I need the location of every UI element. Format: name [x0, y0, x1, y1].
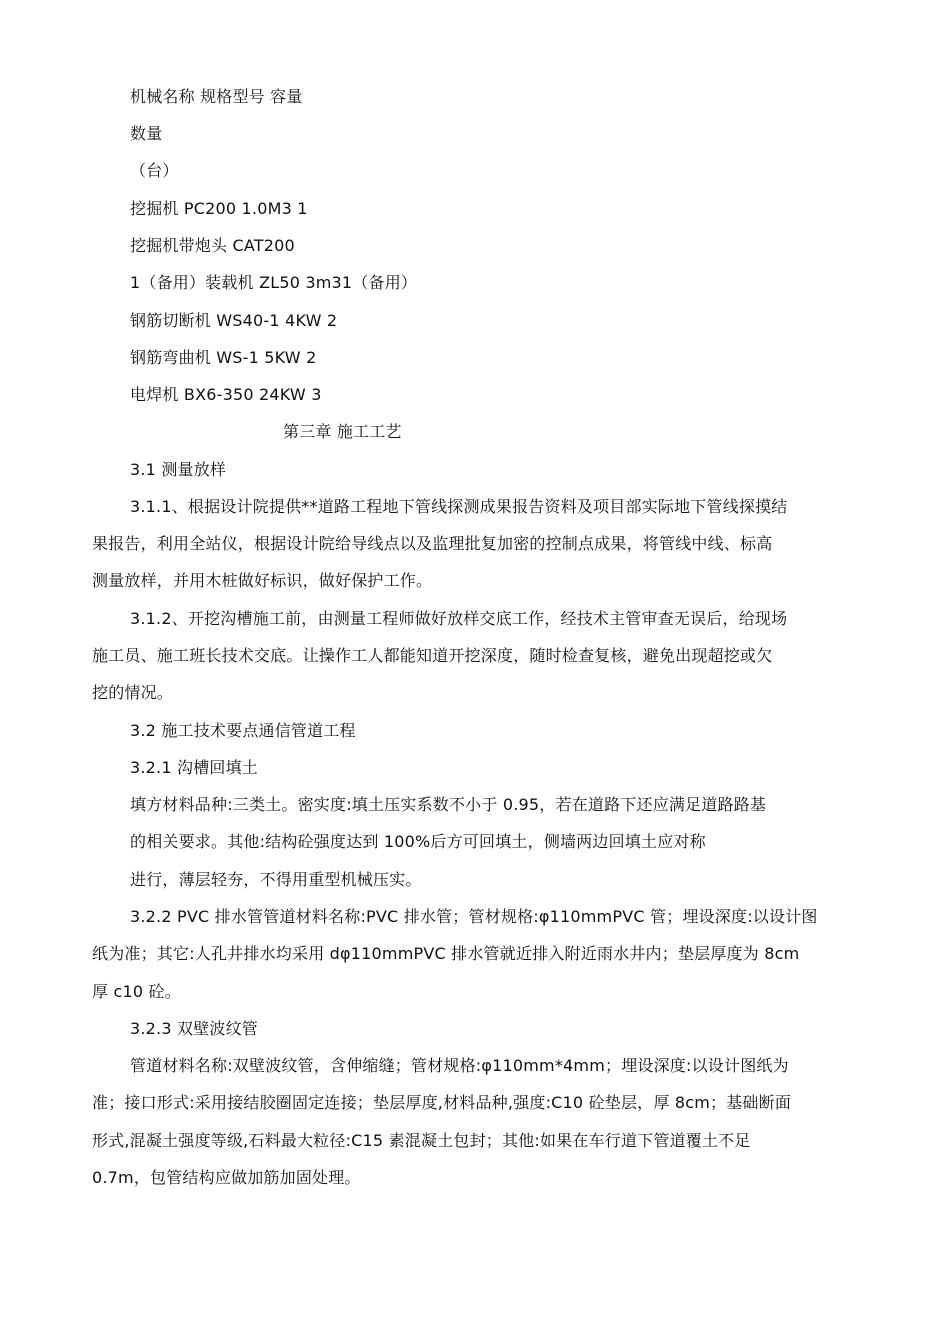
paragraph-3-2-3-line: 0.7m，包管结构应做加筋加固处理。	[92, 1168, 361, 1187]
equipment-row: 钢筋弯曲机 WS-1 5KW 2	[130, 348, 317, 367]
section-heading-3-2: 3.2 施工技术要点通信管道工程	[130, 721, 356, 740]
equipment-row: 电焊机 BX6-350 24KW 3	[130, 385, 322, 404]
paragraph-3-2-1-line: 填方材料品种:三类土。密实度:填土压实系数不小于 0.95，若在道路下还应满足道路路基	[130, 795, 767, 814]
equipment-header-line2: 数量	[130, 124, 163, 143]
paragraph-3-2-1-line: 的相关要求。其他:结构砼强度达到 100%后方可回填土，侧墙两边回填土应对称	[130, 832, 706, 851]
equipment-row: 挖掘机 PC200 1.0M3 1	[130, 199, 308, 218]
paragraph-3-2-2-line: 纸为准；其它:人孔井排水均采用 dφ110mmPVC 排水管就近排入附近雨水井内；垫层厚度为 8cm	[92, 944, 800, 963]
paragraph-3-1-1-line: 3.1.1、根据设计院提供**道路工程地下管线探测成果报告资料及项目部实际地下管线探摸结	[130, 497, 788, 516]
paragraph-3-1-2-line: 3.1.2、开挖沟槽施工前，由测量工程师做好放样交底工作，经技术主管审查无误后，给现场	[130, 609, 788, 628]
subsection-heading-3-2-3: 3.2.3 双壁波纹管	[130, 1019, 258, 1038]
chapter-title: 第三章 施工工艺	[283, 422, 402, 441]
paragraph-3-2-2-line: 3.2.2 PVC 排水管管道材料名称:PVC 排水管；管材规格:φ110mmPVC 管；埋设深度:以设计图	[130, 907, 818, 926]
equipment-row: 1（备用）装载机 ZL50 3m31（备用）	[130, 273, 418, 292]
equipment-row: 挖掘机带炮头 CAT200	[130, 236, 295, 255]
paragraph-3-1-1-line: 测量放样，并用木桩做好标识，做好保护工作。	[92, 571, 433, 590]
paragraph-3-1-2-line: 挖的情况。	[92, 683, 174, 702]
paragraph-3-1-2-line: 施工员、施工班长技术交底。让操作工人都能知道开挖深度，随时检查复核，避免出现超挖或欠	[92, 646, 773, 665]
paragraph-3-2-2-line: 厚 c10 砼。	[92, 982, 181, 1001]
paragraph-3-2-3-line: 形式,混凝土强度等级,石料最大粒径:C15 素混凝土包封；其他:如果在车行道下管道覆土不足	[92, 1131, 751, 1150]
paragraph-3-2-1-line: 进行，薄层轻夯，不得用重型机械压实。	[130, 870, 422, 889]
equipment-header-line1: 机械名称 规格型号 容量	[130, 87, 303, 106]
subsection-heading-3-2-1: 3.2.1 沟槽回填土	[130, 758, 258, 777]
paragraph-3-2-3-line: 管道材料名称:双壁波纹管，含伸缩缝；管材规格:φ110mm*4mm；埋设深度:以设计图纸为	[130, 1056, 789, 1075]
section-heading-3-1: 3.1 测量放样	[130, 460, 227, 479]
equipment-header-line3: （台）	[130, 161, 179, 180]
paragraph-3-1-1-line: 果报告，利用全站仪，根据设计院给导线点以及监理批复加密的控制点成果，将管线中线、标高	[92, 534, 773, 553]
paragraph-3-2-3-line: 准；接口形式:采用接结胶圈固定连接；垫层厚度,材料品种,强度:C10 砼垫层，厚 8cm；基础断面	[92, 1093, 792, 1112]
equipment-row: 钢筋切断机 WS40-1 4KW 2	[130, 311, 338, 330]
